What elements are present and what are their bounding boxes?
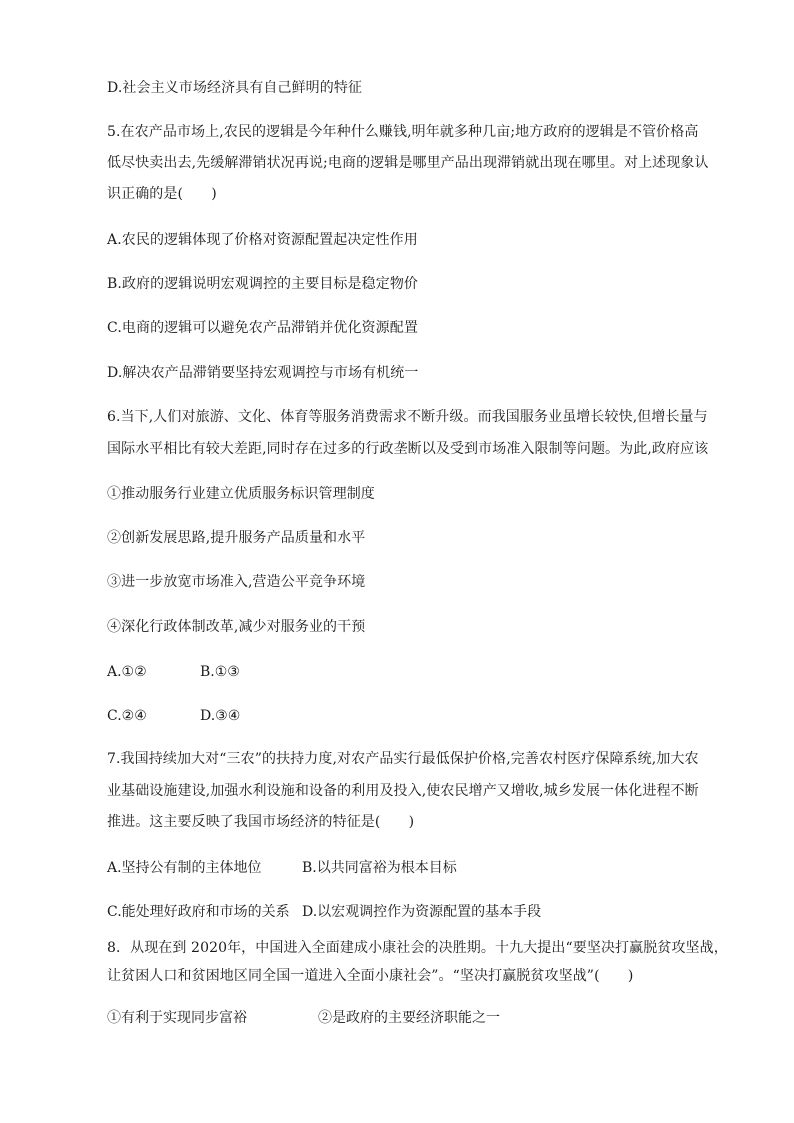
- q6-statement-2: ②创新发展思路,提升服务产品质量和水平: [107, 530, 366, 546]
- q5-stem-line-1: 5.在农产品市场上,农民的逻辑是今年种什么赚钱,明年就多种几亩;地方政府的逻辑是不管价格高: [107, 124, 699, 140]
- q5-stem-line-3: 识正确的是( ): [107, 186, 217, 202]
- q6-option-a[interactable]: A.①②: [107, 664, 147, 680]
- q6-statement-4: ④深化行政体制改革,减少对服务业的干预: [107, 619, 366, 635]
- q8-stem-line-1: 8．从现在到 2020年，中国进入全面建成小康社会的决胜期。十九大提出“要坚决打赢脱贫攻坚战，: [107, 940, 728, 956]
- q6-statement-3: ③进一步放宽市场准入,营造公平竞争环境: [107, 574, 366, 590]
- q7-option-d[interactable]: D.以宏观调控作为资源配置的基本手段: [302, 904, 542, 920]
- q8-stem-line-2: 让贫困人口和贫困地区同全国一道进入全面小康社会”。“坚决打赢脱贫攻坚战”( ): [107, 968, 634, 984]
- q6-statement-1: ①推动服务行业建立优质服务标识管理制度: [107, 486, 375, 502]
- q5-option-b[interactable]: B.政府的逻辑说明宏观调控的主要目标是稳定物价: [107, 276, 419, 292]
- q5-option-d[interactable]: D.解决农产品滞销要坚持宏观调控与市场有机统一: [107, 365, 419, 381]
- q5-option-a[interactable]: A.农民的逻辑体现了价格对资源配置起决定性作用: [107, 232, 418, 248]
- q6-stem-line-2: 国际水平相比有较大差距,同时存在过多的行政垄断以及受到市场准入限制等问题。为此,政府应该: [107, 441, 709, 457]
- q6-option-b[interactable]: B.①③: [200, 664, 240, 680]
- q7-option-b[interactable]: B.以共同富裕为根本目标: [302, 860, 457, 876]
- q8-statement-1: ①有利于实现同步富裕: [107, 1010, 247, 1026]
- q5-option-c[interactable]: C.电商的逻辑可以避免农产品滞销并优化资源配置: [107, 320, 418, 336]
- q7-stem-line-1: 7.我国持续加大对“三农”的扶持力度,对农产品实行最低保护价格,完善农村医疗保障系统,加大农: [107, 751, 699, 767]
- q7-option-c[interactable]: C.能处理好政府和市场的关系: [107, 904, 290, 920]
- q7-option-a[interactable]: A.坚持公有制的主体地位: [107, 860, 262, 876]
- q5-stem-line-2: 低尽快卖出去,先缓解滞销状况再说;电商的逻辑是哪里产品出现滞销就出现在哪里。对上述现象认: [107, 155, 709, 171]
- q6-option-c[interactable]: C.②④: [107, 708, 147, 724]
- q8-statement-2: ②是政府的主要经济职能之一: [318, 1010, 500, 1026]
- q7-stem-line-2: 业基础设施建设,加强水利设施和设备的利用及投入,使农民增产又增收,城乡发展一体化进程不断: [107, 783, 699, 799]
- q6-stem-line-1: 6.当下,人们对旅游、文化、体育等服务消费需求不断升级。而我国服务业虽增长较快,但增长量与: [107, 409, 708, 425]
- q6-option-d[interactable]: D.③④: [200, 708, 241, 724]
- q7-stem-line-3: 推进。这主要反映了我国市场经济的特征是( ): [107, 814, 415, 830]
- q4-option-d[interactable]: D.社会主义市场经济具有自己鲜明的特征: [107, 80, 363, 96]
